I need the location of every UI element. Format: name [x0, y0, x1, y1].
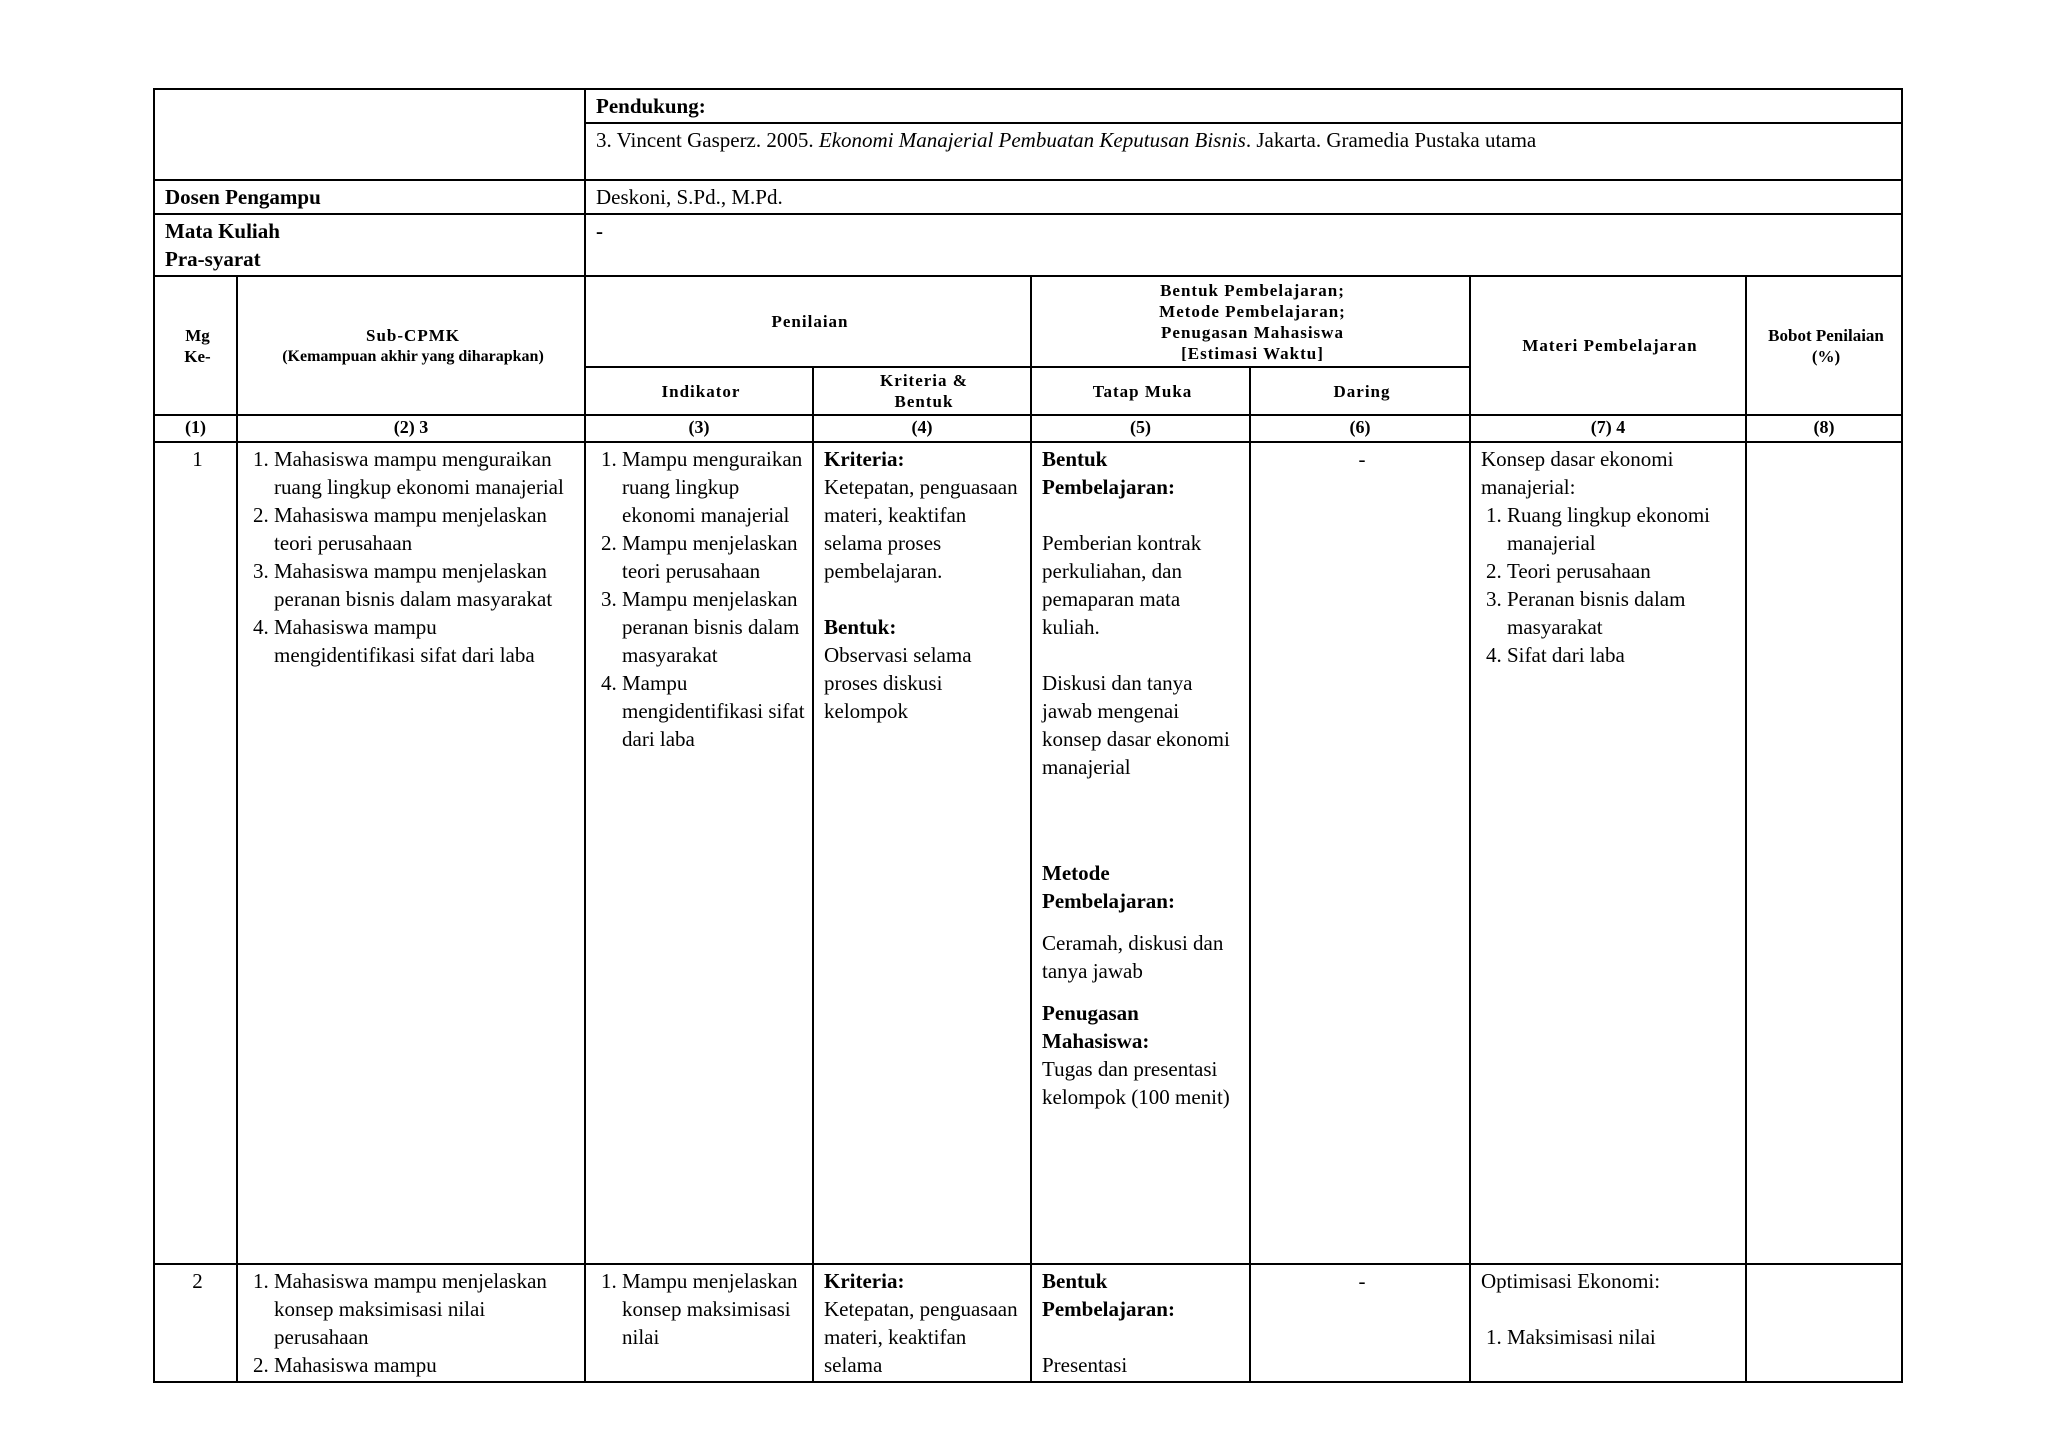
column-number: (7) 4: [1470, 415, 1746, 442]
prasyarat-value: -: [585, 214, 1902, 276]
header-bobot-2: (%): [1811, 346, 1841, 366]
tm-bentuk-text: Diskusi dan tanya jawab mengenai konsep dasar ekonomi manajerial: [1042, 671, 1230, 779]
tm-metode-label: Metode Pembelajaran:: [1042, 861, 1175, 913]
subcpmk-item: 3. Mahasiswa mampu menjelaskan peranan bisnis dalam masyarakat: [274, 557, 578, 613]
header-daring: Daring: [1250, 367, 1470, 415]
materi-item: 2. Teori perusahaan: [1507, 557, 1739, 585]
column-number: (8): [1746, 415, 1902, 442]
kriteria-text: Ketepatan, penguasaan materi, keaktifan selama proses pembelajaran.: [824, 475, 1018, 583]
materi-item: 1. Maksimisasi nilai: [1507, 1323, 1739, 1351]
header-subcpmk-2: (Kemampuan akhir yang diharapkan): [282, 347, 544, 365]
column-number: (5): [1031, 415, 1250, 442]
pendukung-label: Pendukung:: [585, 89, 1902, 123]
week-row: [154, 1264, 1902, 1382]
header-bentuk-4: [Estimasi Waktu]: [1181, 343, 1324, 363]
header-bobot: [1746, 276, 1902, 415]
prasyarat-label-2: Pra-syarat: [165, 247, 261, 271]
subcpmk-item: 2. Mahasiswa mampu: [274, 1351, 578, 1379]
column-number: (3): [585, 415, 813, 442]
materi-item: 4. Sifat dari laba: [1507, 641, 1739, 669]
dosen-label: Dosen Pengampu: [154, 180, 585, 214]
column-header-row: [154, 276, 1902, 367]
header-indikator: Indikator: [585, 367, 813, 415]
pendukung-empty-cell: [154, 89, 585, 180]
week-row: [154, 442, 1902, 1264]
dosen-row: [154, 180, 1902, 214]
rps-table: [153, 88, 1903, 1383]
header-mg-2: Ke-: [184, 346, 211, 366]
subcpmk-item: 2. Mahasiswa mampu menjelaskan teori perusahaan: [274, 501, 578, 557]
indikator-cell: [585, 442, 813, 1264]
kriteria-cell: [813, 1264, 1031, 1382]
header-bobot-1: Bobot Penilaian: [1768, 325, 1884, 345]
pendukung-label-row: [154, 89, 1902, 123]
header-tatap-muka: Tatap Muka: [1031, 367, 1250, 415]
prasyarat-label-1: Mata Kuliah: [165, 219, 280, 243]
header-bentuk: [1031, 276, 1470, 367]
indikator-cell: [585, 1264, 813, 1382]
bobot-cell: [1746, 1264, 1902, 1382]
dosen-value: Deskoni, S.Pd., M.Pd.: [585, 180, 1902, 214]
header-mg: [154, 276, 237, 415]
week-number: 1: [154, 442, 237, 1264]
bobot-cell: [1746, 442, 1902, 1264]
header-subcpmk: [237, 276, 585, 415]
indikator-item: 2. Mampu menjelaskan teori perusahaan: [622, 529, 806, 585]
indikator-item: 3. Mampu menjelaskan peranan bisnis dalam masyarakat: [622, 585, 806, 669]
materi-cell: [1470, 1264, 1746, 1382]
tatap-muka-cell: [1031, 1264, 1250, 1382]
header-bentuk-1: Bentuk Pembelajaran;: [1160, 280, 1345, 300]
tm-metode-text: Ceramah, diskusi dan tanya jawab: [1042, 931, 1224, 983]
subcpmk-cell: [237, 1264, 585, 1382]
column-number: (6): [1250, 415, 1470, 442]
kriteria-text: Ketepatan, penguasaan materi, keaktifan selama: [824, 1297, 1018, 1377]
bentuk-text: Observasi selama proses diskusi kelompok: [824, 643, 972, 723]
indikator-item: 1. Mampu menjelaskan konsep maksimisasi nilai: [622, 1267, 806, 1351]
header-bentuk-3: Penugasan Mahasiswa: [1161, 322, 1344, 342]
daring-cell: -: [1250, 442, 1470, 1264]
bentuk-label: Bentuk:: [824, 615, 897, 639]
materi-item: 1. Ruang lingkup ekonomi manajerial: [1507, 501, 1739, 557]
header-penilaian: Penilaian: [585, 276, 1031, 367]
header-subcpmk-1: Sub-CPMK: [366, 325, 460, 345]
tm-bentuk-text: Pemberian kontrak perkuliahan, dan pemaparan mata kuliah.: [1042, 531, 1202, 639]
tm-bentuk-label: Bentuk Pembelajaran:: [1042, 1269, 1175, 1321]
column-number: (2) 3: [237, 415, 585, 442]
header-materi: Materi Pembelajaran: [1470, 276, 1746, 415]
header-bentuk-2: Metode Pembelajaran;: [1159, 301, 1346, 321]
materi-item: 3. Peranan bisnis dalam masyarakat: [1507, 585, 1739, 641]
tm-bentuk-label: Bentuk Pembelajaran:: [1042, 447, 1175, 499]
subcpmk-cell: [237, 442, 585, 1264]
header-kriteria: [813, 367, 1031, 415]
reference-cell: [585, 123, 1902, 180]
header-kriteria-2: Bentuk: [894, 392, 954, 411]
tm-tugas-text: Tugas dan presentasi kelompok (100 menit): [1042, 1057, 1230, 1109]
prasyarat-row: [154, 214, 1902, 276]
prasyarat-label: [154, 214, 585, 276]
subcpmk-item: 1. Mahasiswa mampu menjelaskan konsep maksimisasi nilai perusahaan: [274, 1267, 578, 1351]
header-kriteria-1: Kriteria &: [880, 371, 968, 390]
reference-title: Ekonomi Manajerial Pembuatan Keputusan Bisnis: [818, 128, 1246, 152]
subcpmk-item: 4. Mahasiswa mampu mengidentifikasi sifat dari laba: [274, 613, 578, 669]
materi-intro: Optimisasi Ekonomi:: [1481, 1269, 1661, 1293]
reference-suffix: . Jakarta. Gramedia Pustaka utama: [1245, 128, 1537, 152]
tm-tugas-label: Penugasan Mahasiswa:: [1042, 1001, 1150, 1053]
kriteria-cell: [813, 442, 1031, 1264]
indikator-item: 4. Mampu mengidentifikasi sifat dari laba: [622, 669, 806, 753]
tatap-muka-cell: [1031, 442, 1250, 1264]
kriteria-label: Kriteria:: [824, 447, 905, 471]
column-number: (4): [813, 415, 1031, 442]
subcpmk-item: 1. Mahasiswa mampu menguraikan ruang lingkup ekonomi manajerial: [274, 445, 578, 501]
materi-cell: [1470, 442, 1746, 1264]
week-number: 2: [154, 1264, 237, 1382]
tm-bentuk-text: Presentasi: [1042, 1353, 1128, 1377]
reference-prefix: 3. Vincent Gasperz. 2005.: [596, 128, 814, 152]
kriteria-label: Kriteria:: [824, 1269, 905, 1293]
indikator-item: 1. Mampu menguraikan ruang lingkup ekonomi manajerial: [622, 445, 806, 529]
column-number: (1): [154, 415, 237, 442]
header-mg-1: Mg: [185, 325, 210, 345]
column-number-row: [154, 415, 1902, 442]
materi-intro: Konsep dasar ekonomi manajerial:: [1481, 447, 1674, 499]
daring-cell: -: [1250, 1264, 1470, 1382]
